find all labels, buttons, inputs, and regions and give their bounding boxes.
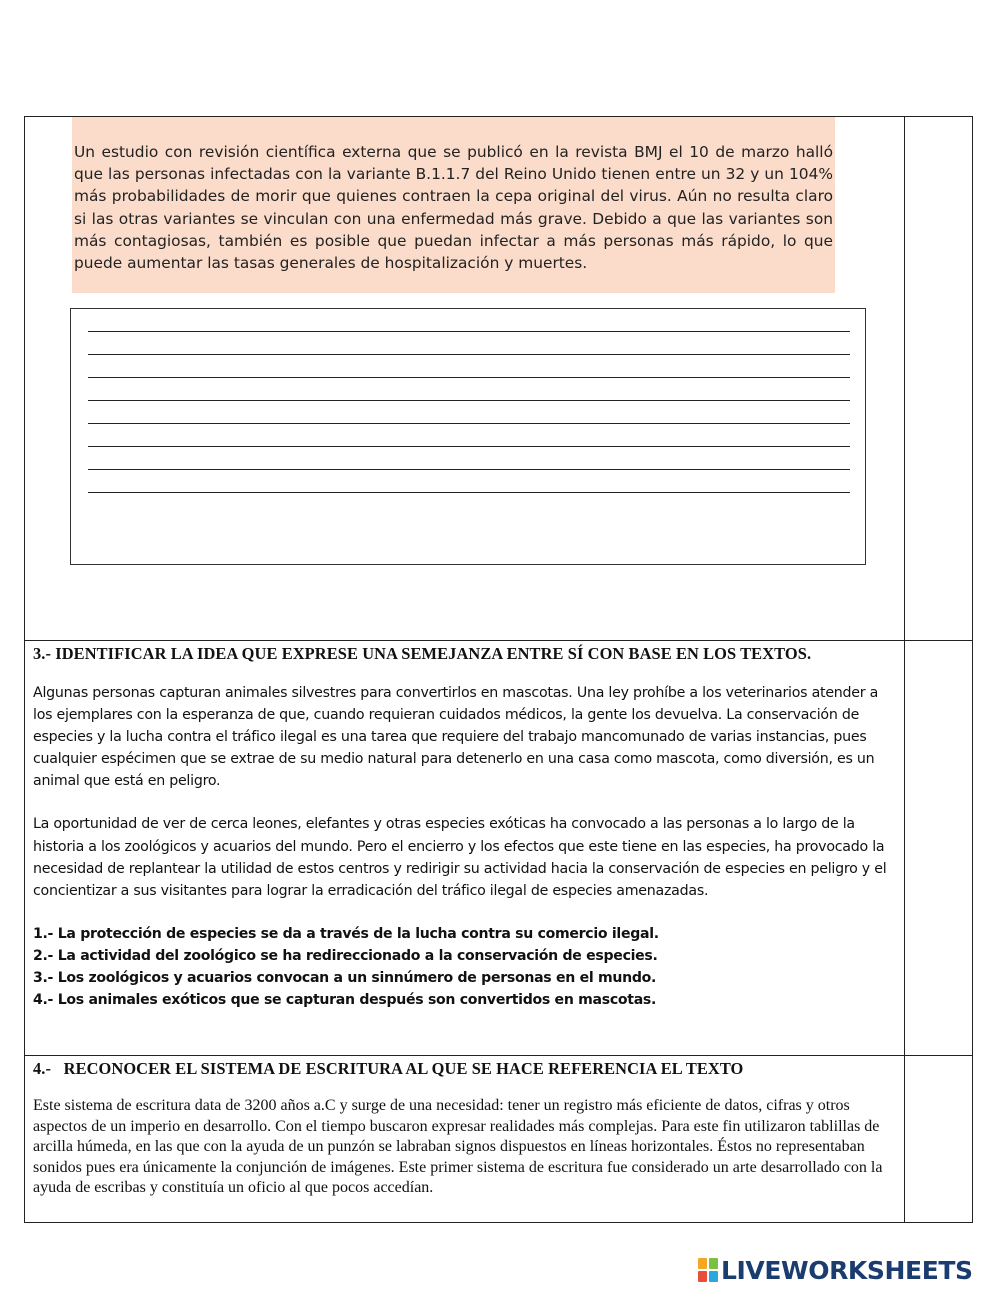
section-3-text-2: La oportunidad de ver de cerca leones, elefantes y otras especies exóticas ha convocado a las personas a lo largo de la historia a los zoológicos y acuarios del mundo. Pero el encierro y los efectos que este tiene en las especies, ha provocado la necesidad de replantear la utilidad de estos centros y redirigir su actividad hacia la conservación de especies en peligro y el concientizar a sus visitantes para lograr la erradicación del tráfico ilegal de especies amenazadas. [33,816,887,899]
answer-line[interactable] [88,400,850,401]
answer-line[interactable] [88,423,850,424]
answer-line[interactable] [88,492,850,493]
answer-box[interactable] [70,308,866,565]
row-divider [25,1055,972,1056]
option-3[interactable]: 3.- Los zoológicos y acuarios convocan a un sinnúmero de personas en el mundo. [33,970,657,987]
section-3-heading: 3.- IDENTIFICAR LA IDEA QUE EXPRESE UNA SEMEJANZA ENTRE SÍ CON BASE EN LOS TEXTOS. [33,644,812,663]
logo-mark-icon [698,1258,718,1282]
logo-mark-tile [709,1258,718,1269]
liveworksheets-logo [698,1254,973,1286]
section-4 [33,1059,895,1199]
logo-text: LIVEWORKSHEETS [721,1255,973,1285]
option-2[interactable]: 2.- La actividad del zoológico se ha redireccionado a la conservación de especies. [33,947,658,964]
answer-line[interactable] [88,446,850,447]
row-divider [25,640,972,641]
reading-passage: Un estudio con revisión científica externa que se publicó en la revista BMJ el 10 de marzo halló que las personas infectadas con la variante B.1.1.7 del Reino Unido tienen entre un 32 y un 104% más probabilidades de morir que quienes contraen la cepa original del virus. Aún no resulta claro si las otras variantes se vinculan con una enfermedad más grave. Debido a que las variantes son más contagiosas, también es posible que puedan infectar a más personas más rápido, lo que puede aumentar las tasas generales de hospitalización y muertes. [72,117,835,293]
section-4-text: Este sistema de escritura data de 3200 años a.C y surge de una necesidad: tener un registro más eficiente de datos, cifras y otros aspectos de un imperio en desarrollo. Con el tiempo buscaron expresar realidades más complejas. Para este fin utilizaron tablillas de arcilla húmeda, en las que con la ayuda de un punzón se labraban signos dispuestos en líneas horizontales. Éstos no representaban sonidos pues era únicamente la conjunción de imágenes. Este primer sistema de escritura fue considerado un arte desarrollado con la ayuda de escribas y constituía un oficio al que pocos accedían. [33,1097,883,1197]
answer-line[interactable] [88,377,850,378]
section-3-text-1: Algunas personas capturan animales silvestres para convertirlos en mascotas. Una ley prohíbe a los veterinarios atender a los ejemplares con la esperanza de que, cuando requieran cuidados médicos, la gente los devuelva. La conservación de especies y la lucha contra el tráfico ilegal es una tarea que requiere del trabajo mancomunado de varias instancias, pues cualquier espécimen que se extrae de su medio natural para detenerlo en una casa como mascota, como diversión, es un animal que está en peligro. [33,685,879,790]
answer-line[interactable] [88,469,850,470]
logo-mark-tile [709,1271,718,1282]
right-column-divider [904,117,905,1222]
logo-mark-tile [698,1258,707,1269]
worksheet-table [24,116,973,1223]
answer-line[interactable] [88,354,850,355]
section-4-heading: 4.- RECONOCER EL SISTEMA DE ESCRITURA AL QUE SE HACE REFERENCIA EL TEXTO [33,1059,744,1078]
section-3 [33,644,895,1011]
option-4[interactable]: 4.- Los animales exóticos que se capturan después son convertidos en mascotas. [33,992,657,1009]
logo-mark-tile [698,1271,707,1282]
options-list [33,923,895,1011]
option-1[interactable]: 1.- La protección de especies se da a través de la lucha contra su comercio ilegal. [33,925,659,942]
answer-line[interactable] [88,331,850,332]
